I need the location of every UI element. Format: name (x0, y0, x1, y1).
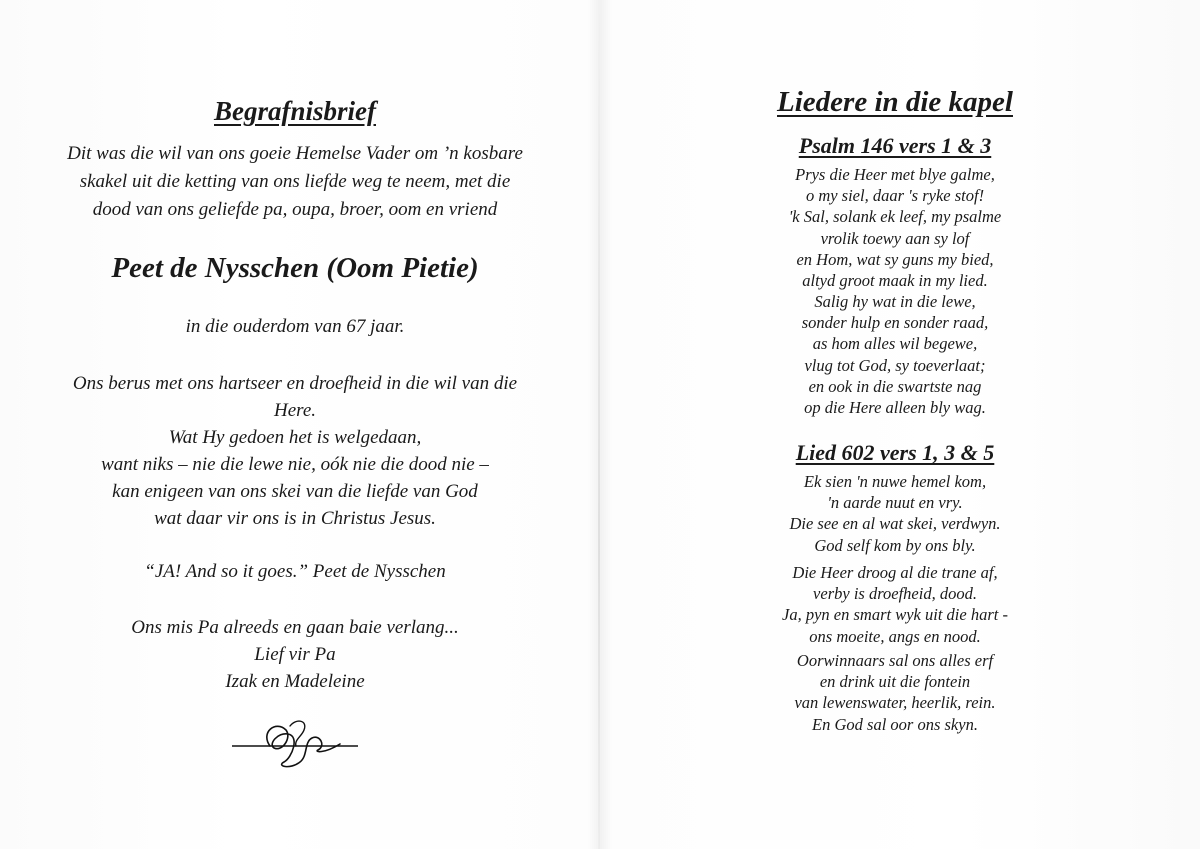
intro-line: Dit was die wil van ons goeie Hemelse Vader om ’n kosbare (67, 143, 523, 164)
lyric-line: En God sal oor ons skyn. (812, 714, 978, 734)
lyric-line: 'n aarde nuut en vry. (827, 493, 963, 513)
page-title-begrafnisbrief: Begrafnisbrief (214, 96, 376, 126)
deceased-name: Peet de Nysschen (Oom Pietie) (111, 252, 479, 284)
song-stanza (615, 650, 1175, 735)
scripture-line: wat daar vir ons is in Christus Jesus. (154, 508, 436, 529)
lyric-line: Ek sien 'n nuwe hemel kom, (803, 472, 987, 491)
scripture-line: Wat Hy gedoen het is welgedaan, (168, 427, 422, 448)
page-title-liedere: Liedere in die kapel (777, 86, 1013, 118)
intro-line: dood van ons geliefde pa, oupa, broer, oom en vriend (92, 199, 498, 220)
scripture-line: kan enigeen van ons skei van die liefde van God (112, 481, 478, 502)
center-fold (598, 0, 600, 849)
scripture-line: Here. (273, 400, 317, 421)
lyric-line: sonder hulp en sonder raad, (801, 313, 989, 333)
song-heading-lied-602: Lied 602 vers 1, 3 & 5 (795, 440, 995, 465)
lyric-line: op die Here alleen bly wag. (804, 398, 986, 418)
scripture-line: Ons berus met ons hartseer en droefheid in die wil van die (72, 373, 518, 394)
lyric-line: as hom alles wil begewe, (812, 334, 978, 354)
lyric-line: 'k Sal, solank ek leef, my psalme (788, 207, 1002, 227)
lyric-line: verby is droefheid, dood. (813, 584, 977, 604)
song-stanza (615, 291, 1175, 418)
scripture-line: want niks – nie die lewe nie, oók nie die dood nie – (101, 454, 489, 475)
lyric-line: God self kom by ons bly. (814, 535, 976, 555)
lyric-line: en Hom, wat sy guns my bied, (796, 249, 994, 269)
closing-line: Lief vir Pa (254, 644, 336, 665)
lyric-line: Prys die Heer met blye galme, (795, 165, 995, 184)
lyric-line: vrolik toewy aan sy lof (820, 228, 970, 248)
flourish-ornament-icon (230, 712, 360, 772)
intro-paragraph (30, 140, 560, 224)
right-page (615, 0, 1175, 849)
lyric-line: van lewenswater, heerlik, rein. (794, 693, 996, 713)
age-line: in die ouderdom van 67 jaar. (185, 316, 405, 337)
signature-line: Izak en Madeleine (225, 671, 365, 692)
song-stanza (615, 471, 1175, 556)
lyric-line: Die Heer droog al die trane af, (792, 563, 998, 582)
lyric-line: altyd groot maak in my lied. (802, 271, 988, 291)
closing-line: Ons mis Pa alreeds en gaan baie verlang... (131, 617, 459, 638)
song-stanza (615, 562, 1175, 647)
closing-paragraph (30, 614, 560, 695)
lyric-line: Ja, pyn en smart wyk uit die hart - (782, 605, 1008, 625)
lyric-line: vlug tot God, sy toeverlaat; (804, 355, 986, 375)
lyric-line: en drink uit die fontein (819, 672, 971, 692)
lyric-line: ons moeite, angs en nood. (809, 626, 981, 646)
quote-line: “JA! And so it goes.” Peet de Nysschen (144, 561, 446, 582)
left-page (30, 0, 560, 849)
lyric-line: Die see en al wat skei, verdwyn. (789, 514, 1001, 534)
scripture-paragraph (30, 370, 560, 532)
song-stanza (615, 164, 1175, 291)
song-heading-psalm-146: Psalm 146 vers 1 & 3 (798, 133, 992, 158)
lyric-line: Oorwinnaars sal ons alles erf (796, 651, 994, 670)
lyric-line: en ook in die swartste nag (808, 376, 982, 396)
lyric-line: Salig hy wat in die lewe, (814, 292, 976, 311)
intro-line: skakel uit die ketting van ons liefde weg te neem, met die (79, 171, 511, 192)
lyric-line: o my siel, daar 's ryke stof! (805, 186, 985, 206)
